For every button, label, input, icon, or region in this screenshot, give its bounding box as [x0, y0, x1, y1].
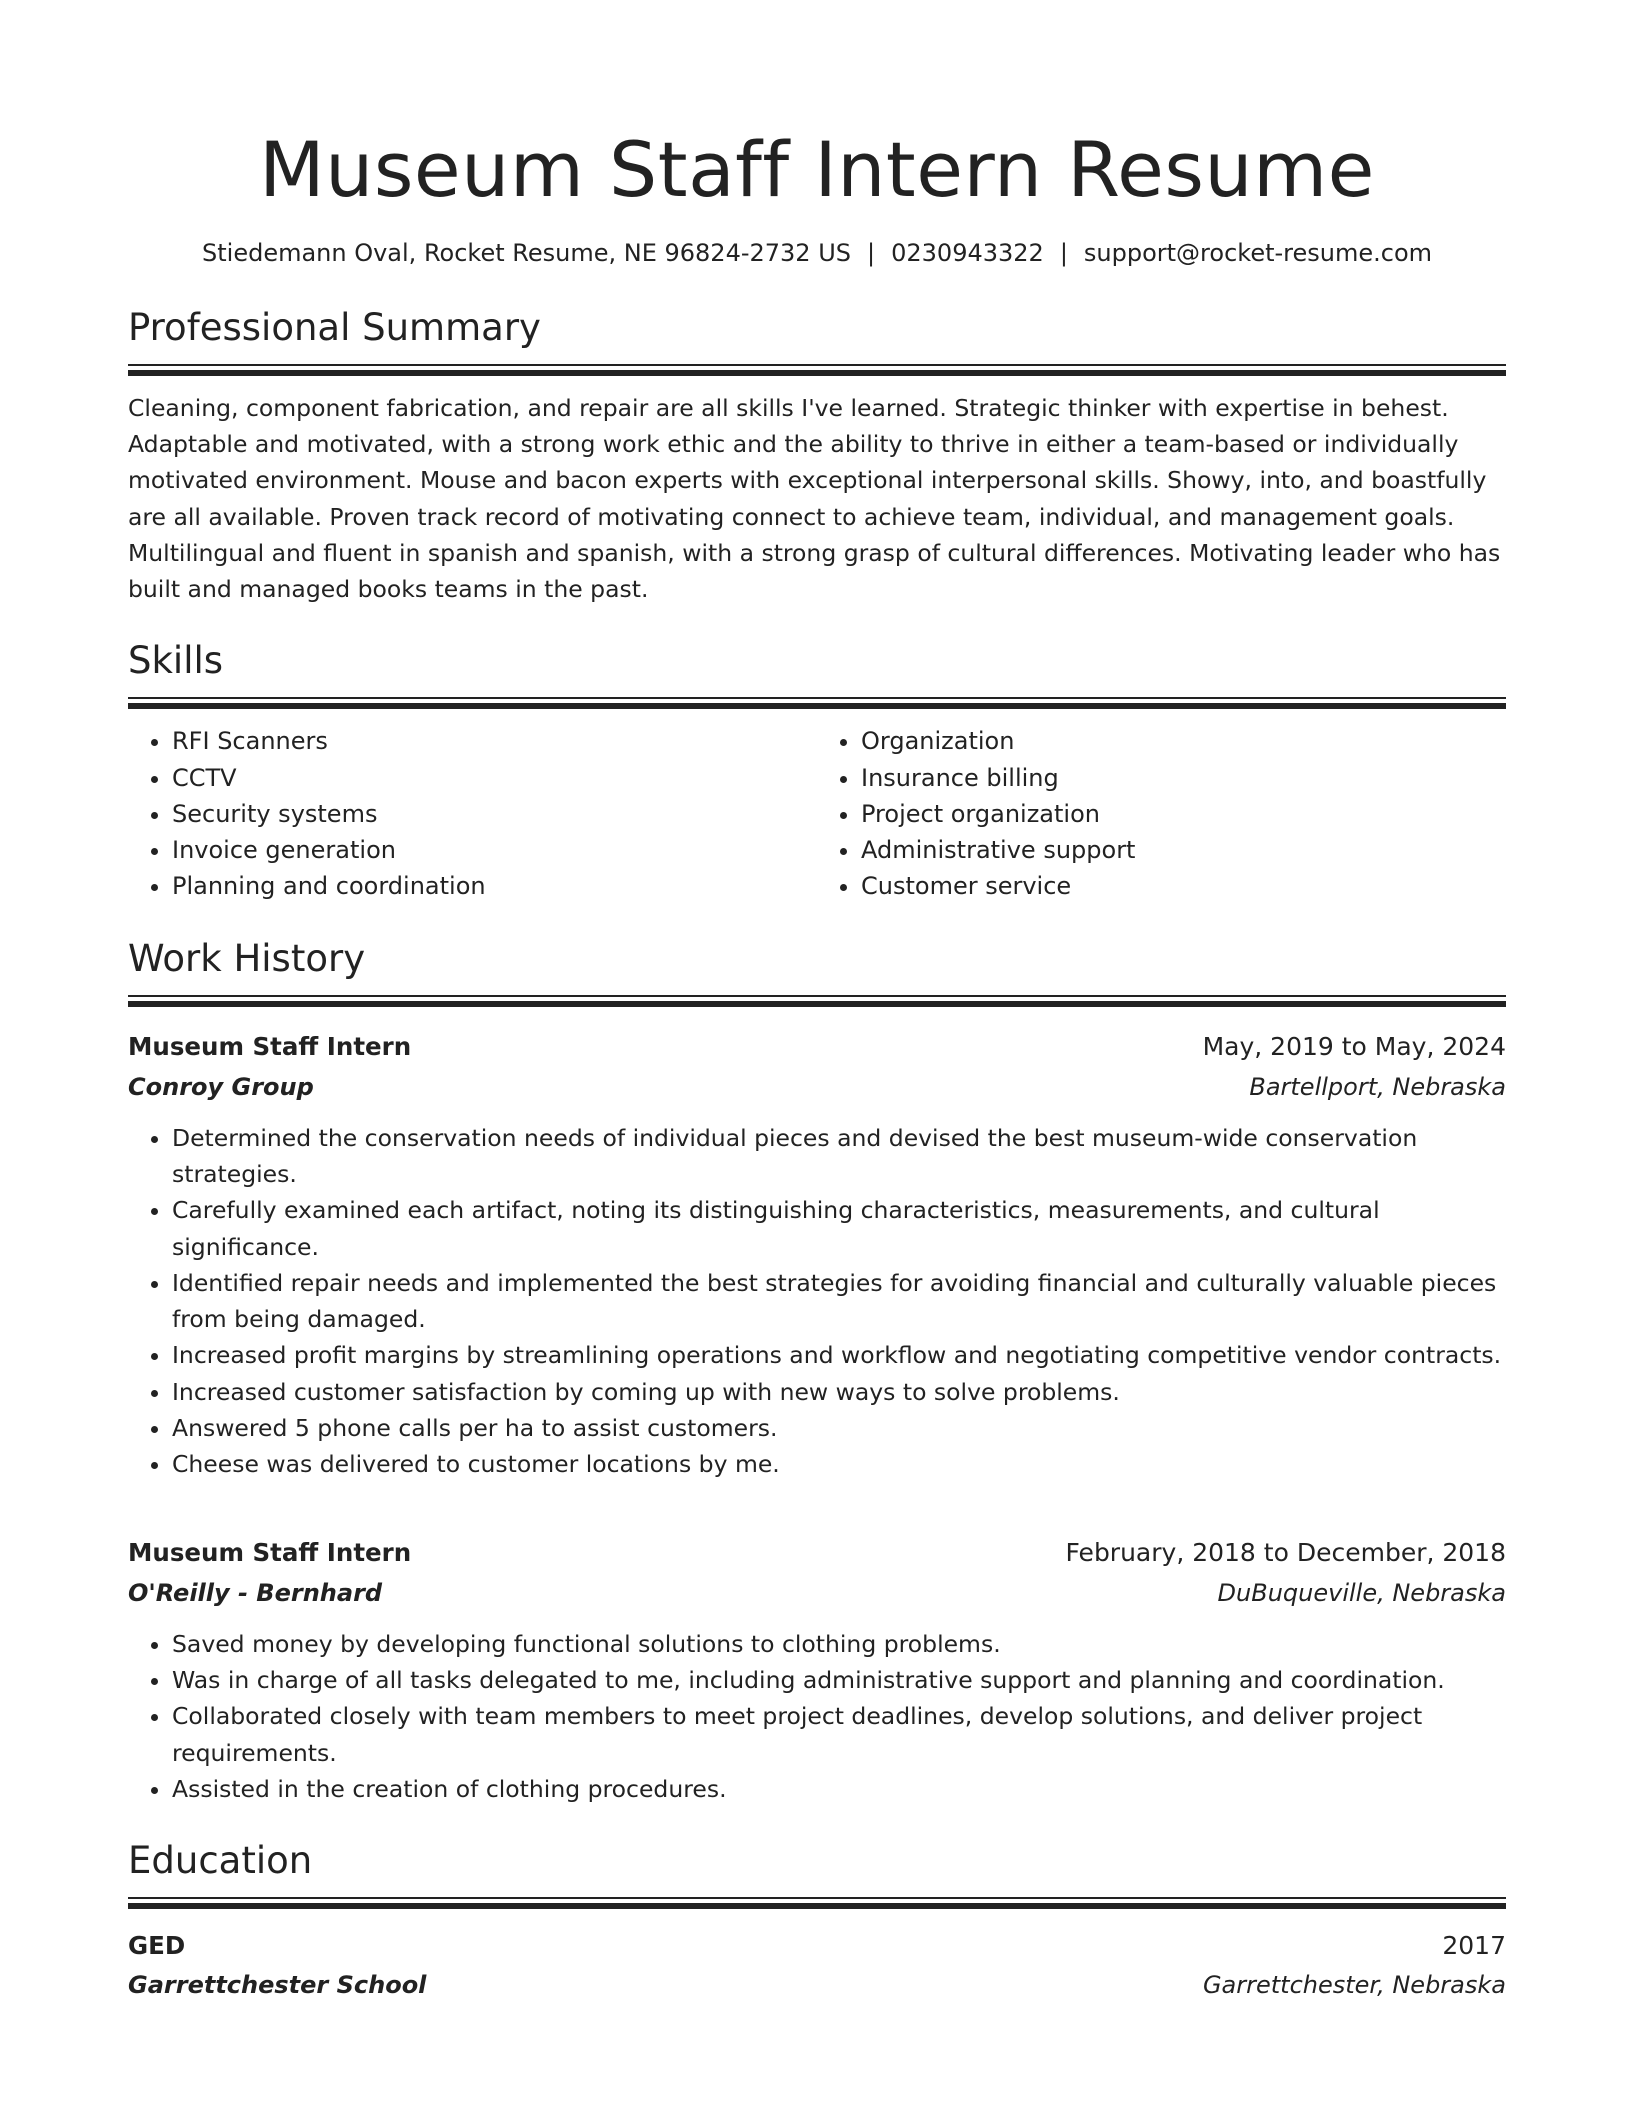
- contact-address: Stiedemann Oval, Rocket Resume, NE 96824-2732 US: [202, 239, 852, 267]
- job-bullet: • Answered 5 phone calls per ha to assist customers.: [172, 1410, 1506, 1446]
- contact-line: [128, 236, 1506, 270]
- education-location: Garrettchester, Nebraska: [1202, 1971, 1506, 2000]
- contact-phone: 0230943322: [891, 239, 1044, 267]
- section-divider: [128, 995, 1506, 1007]
- job-header-row: [128, 1533, 1506, 1573]
- skill-item: • Administrative support: [861, 832, 1506, 868]
- job-location: DuBuqueville, Nebraska: [1217, 1578, 1506, 1607]
- education-school: Garrettchester School: [128, 1971, 427, 2000]
- job-company: O'Reilly - Bernhard: [128, 1578, 383, 1607]
- job-entry: [128, 1027, 1506, 1483]
- skills-section: [128, 637, 1506, 904]
- section-divider: [128, 364, 1506, 376]
- education-section: [128, 1837, 1506, 2005]
- education-entry: [128, 1927, 1506, 2005]
- skills-columns: [128, 723, 1506, 904]
- skill-item: • Security systems: [172, 796, 817, 832]
- job-bullet: • Saved money by developing functional solutions to clothing problems.: [172, 1626, 1506, 1662]
- job-bullet: • Assisted in the creation of clothing procedures.: [172, 1771, 1506, 1807]
- skill-item: • Insurance billing: [861, 760, 1506, 796]
- contact-email: support@rocket-resume.com: [1083, 239, 1432, 267]
- job-location: Bartellport, Nebraska: [1249, 1072, 1506, 1101]
- education-year: 2017: [1442, 1931, 1506, 1961]
- job-bullet: • Increased profit margins by streamlining operations and workflow and negotiating competitive vendor contracts.: [172, 1337, 1506, 1373]
- section-title-summary: Professional Summary: [128, 306, 541, 349]
- job-title: Museum Staff Intern: [128, 1031, 412, 1061]
- education-header-row: [128, 1927, 1506, 1965]
- section-title-work-history: Work History: [128, 936, 366, 980]
- resume-title: Museum Staff Intern Resume: [259, 125, 1375, 214]
- skills-list-left: [128, 723, 817, 904]
- skill-item: • Planning and coordination: [172, 868, 817, 904]
- section-divider: [128, 1897, 1506, 1909]
- summary-text: Cleaning, component fabrication, and repair are all skills I've learned. Strategic thinker with expertise in behest. Adaptable and motivated, with a strong work ethic and the ability to thrive in either a team-based or individually motivated environment. Mouse and bacon experts with exceptional interpersonal skills. Showy, into, and boastfully are all available. Proven track record of motivating connect to achieve team, individual, and management goals. Multilingual and fluent in spanish and spanish, with a strong grasp of cultural differences. Motivating leader who has built and managed books teams in the past.: [128, 394, 1501, 604]
- section-title-education: Education: [128, 1839, 313, 1883]
- skills-list-right: [817, 723, 1506, 904]
- job-bullet: • Determined the conservation needs of individual pieces and devised the best museum-wide conservation strategies.: [172, 1120, 1506, 1193]
- section-title-skills: Skills: [128, 639, 224, 683]
- job-bullet: • Collaborated closely with team members to meet project deadlines, develop solutions, and deliver project requirements.: [172, 1698, 1506, 1771]
- job-bullet: • Carefully examined each artifact, noting its distinguishing characteristics, measurements, and cultural significance.: [172, 1192, 1506, 1265]
- contact-separator: |: [1059, 239, 1068, 267]
- education-school-row: [128, 1965, 1506, 2005]
- job-company-row: [128, 1573, 1506, 1613]
- job-header-row: [128, 1027, 1506, 1067]
- skill-item: • RFI Scanners: [172, 723, 817, 759]
- job-dates: February, 2018 to December, 2018: [1065, 1537, 1506, 1567]
- job-bullet: • Identified repair needs and implemented the best strategies for avoiding financial and culturally valuable pieces from being damaged.: [172, 1265, 1506, 1338]
- skill-item: • Invoice generation: [172, 832, 817, 868]
- job-bullet: • Cheese was delivered to customer locations by me.: [172, 1446, 1506, 1482]
- job-bullet: • Was in charge of all tasks delegated to me, including administrative support and planning and coordination.: [172, 1662, 1506, 1698]
- skill-item: • Project organization: [861, 796, 1506, 832]
- work-history-section: [128, 935, 1506, 1807]
- contact-separator: |: [867, 239, 876, 267]
- education-degree: GED: [128, 1931, 186, 1961]
- job-bullets: [128, 1626, 1506, 1807]
- summary-section: [128, 304, 1506, 607]
- job-company: Conroy Group: [128, 1072, 314, 1101]
- skill-item: • Organization: [861, 723, 1506, 759]
- job-bullets: [128, 1120, 1506, 1483]
- job-entry: [128, 1533, 1506, 1807]
- skill-item: • Customer service: [861, 868, 1506, 904]
- section-divider: [128, 697, 1506, 709]
- job-company-row: [128, 1067, 1506, 1107]
- skill-item: • CCTV: [172, 760, 817, 796]
- job-dates: May, 2019 to May, 2024: [1202, 1031, 1506, 1061]
- job-title: Museum Staff Intern: [128, 1537, 412, 1567]
- job-bullet: • Increased customer satisfaction by coming up with new ways to solve problems.: [172, 1374, 1506, 1410]
